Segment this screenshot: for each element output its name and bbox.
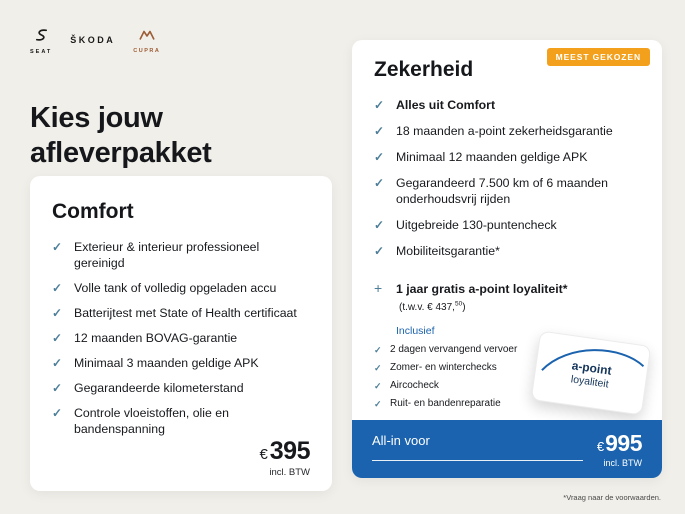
checklist-item-text: 18 maanden a-point zekerheidsgarantie xyxy=(396,124,613,138)
check-icon: ✓ xyxy=(374,363,382,374)
list-item xyxy=(374,97,640,113)
seat-emblem-icon xyxy=(34,28,49,47)
checklist-item-text: Gegarandeerd 7.500 km of 6 maanden onderhoudsvrij rijden xyxy=(396,176,608,206)
zekerheid-price-note: incl. BTW xyxy=(603,458,642,468)
check-icon: ✓ xyxy=(52,240,63,254)
check-icon: ✓ xyxy=(374,176,385,190)
comfort-package-card[interactable] xyxy=(30,176,332,491)
loyalty-bonus-row xyxy=(374,281,640,315)
list-item xyxy=(52,380,310,396)
skoda-logo xyxy=(70,28,115,45)
comfort-checklist xyxy=(52,239,310,437)
checklist-item-text: Volle tank of volledig opgeladen accu xyxy=(74,281,277,295)
list-item xyxy=(52,355,310,371)
most-chosen-badge: MEEST GEKOZEN xyxy=(547,48,650,66)
skoda-wordmark: ŠKODA xyxy=(70,35,116,45)
list-item xyxy=(374,243,640,259)
currency-symbol: € xyxy=(596,439,605,454)
loyalty-value: (t.w.v. € 437,50) xyxy=(399,301,466,314)
check-icon: ✓ xyxy=(374,381,382,392)
cupra-logo xyxy=(133,28,160,54)
comfort-price-note: incl. BTW xyxy=(269,467,310,478)
checklist-item-text: Mobiliteitsgarantie* xyxy=(396,244,500,258)
check-icon: ✓ xyxy=(52,406,63,420)
check-icon: ✓ xyxy=(374,124,385,138)
checklist-item-text: Alles uit Comfort xyxy=(396,98,496,112)
checklist-item-text: Minimaal 12 maanden geldige APK xyxy=(396,150,588,164)
checklist-item-text: Aircocheck xyxy=(390,380,439,392)
check-icon: ✓ xyxy=(52,281,63,295)
checklist-item-text: Uitgebreide 130-puntencheck xyxy=(396,218,557,232)
page-title: Kies jouw afleverpakket xyxy=(30,102,212,170)
checklist-item-text: 12 maanden BOVAG-garantie xyxy=(74,331,238,345)
checklist-item-text: Exterieur & interieur professioneel gereinigd xyxy=(74,240,260,270)
check-icon: ✓ xyxy=(374,150,385,164)
list-item xyxy=(374,149,640,165)
cupra-wordmark: CUPRA xyxy=(133,48,161,54)
seat-logo xyxy=(30,28,52,55)
list-item xyxy=(374,217,640,233)
seat-wordmark: SEAT xyxy=(30,49,53,55)
inclusief-label: Inclusief xyxy=(396,325,435,338)
check-icon: ✓ xyxy=(374,244,385,258)
checklist-item-text: Gegarandeerde kilometerstand xyxy=(74,381,244,395)
check-icon: ✓ xyxy=(374,399,382,410)
checklist-item-text: Batterijtest met State of Health certificaat xyxy=(74,306,297,320)
list-item xyxy=(52,305,310,321)
loyalty-bonus-text xyxy=(396,282,640,315)
conditions-footnote: *Vraag naar de voorwaarden. xyxy=(563,493,661,502)
comfort-price xyxy=(259,437,310,478)
list-item xyxy=(52,330,310,346)
check-icon: ✓ xyxy=(52,356,63,370)
zekerheid-price-amount: 995 xyxy=(605,430,642,456)
zekerheid-title: Zekerheid xyxy=(374,58,474,81)
checklist-item-text: 2 dagen vervangend vervoer xyxy=(390,344,518,356)
loyalty-card-text: a-point loyaliteit xyxy=(570,358,613,391)
list-item xyxy=(374,175,640,207)
checklist-item-text: Zomer- en winterchecks xyxy=(390,362,497,374)
loyalty-label: 1 jaar gratis a-point loyaliteit* xyxy=(396,282,568,296)
currency-symbol: € xyxy=(259,446,268,463)
check-icon: ✓ xyxy=(52,381,63,395)
comfort-price-line xyxy=(259,437,310,466)
comfort-title: Comfort xyxy=(52,200,134,223)
comfort-price-amount: 395 xyxy=(269,437,310,465)
checklist-item-text: Minimaal 3 maanden geldige APK xyxy=(74,356,259,370)
zekerheid-price xyxy=(597,430,642,468)
check-icon: ✓ xyxy=(374,218,385,232)
check-icon: ✓ xyxy=(374,98,385,112)
list-item xyxy=(374,123,640,139)
zekerheid-checklist xyxy=(374,97,640,259)
checklist-item-text: Ruit- en bandenreparatie xyxy=(390,398,501,410)
plus-icon: + xyxy=(374,280,383,296)
check-icon: ✓ xyxy=(52,331,63,345)
check-icon: ✓ xyxy=(374,345,382,356)
zekerheid-price-line xyxy=(597,430,642,457)
list-item xyxy=(52,239,310,271)
all-in-price-bar xyxy=(352,420,662,478)
zekerheid-package-card[interactable] xyxy=(352,40,662,478)
check-icon: ✓ xyxy=(52,306,63,320)
checklist-item-text: Controle vloeistoffen, olie en bandenspanning xyxy=(74,406,229,436)
list-item xyxy=(52,405,310,437)
brand-logos xyxy=(30,28,160,55)
cupra-emblem-icon xyxy=(139,28,155,46)
list-item xyxy=(52,280,310,296)
all-in-label: All-in voor xyxy=(372,433,583,461)
